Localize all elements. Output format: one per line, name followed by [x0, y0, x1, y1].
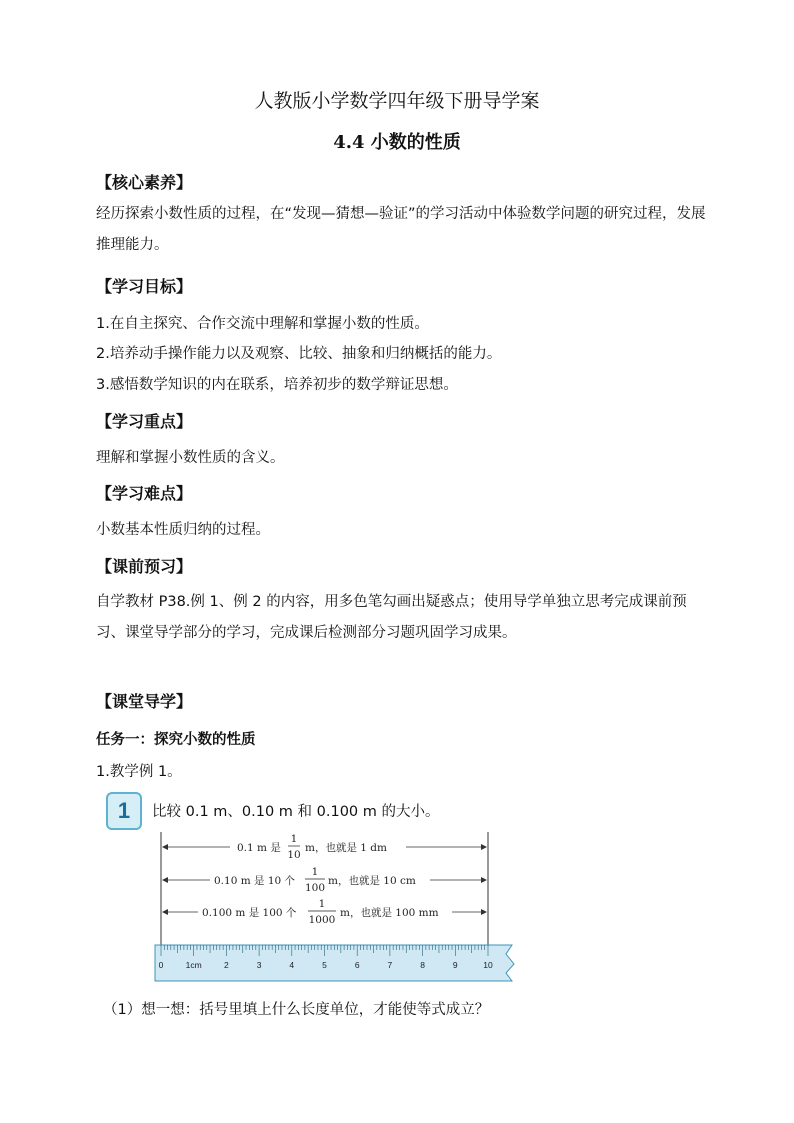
ruler-label: 7	[387, 960, 393, 970]
row1-den: 10	[287, 849, 301, 861]
core-text: 经历探索小数性质的过程，在“发现—猜想—验证”的学习活动中体验数学问题的研究过程，发展推理能力。	[96, 206, 706, 253]
arrow-row-2	[162, 866, 487, 894]
heading-core: 【核心素养】	[96, 173, 193, 192]
ruler-label: 0	[158, 960, 164, 970]
ruler-label: 6	[354, 960, 360, 970]
row3-num: 1	[318, 898, 326, 910]
example-figure	[100, 788, 530, 988]
difficulty-text: 小数基本性质归纳的过程。	[96, 522, 270, 538]
heading-guide: 【课堂导学】	[96, 692, 193, 711]
ruler-label: 2	[224, 960, 229, 970]
ruler-label: 9	[452, 960, 458, 970]
row3-den: 1000	[308, 914, 336, 926]
heading-difficulty: 【学习难点】	[96, 484, 193, 503]
arrow-row-3	[162, 898, 487, 926]
ruler-label: 1cm	[185, 960, 202, 970]
document-title: 人教版小学数学四年级下册导学案	[254, 90, 540, 112]
row1-post: m，也就是 1 dm	[305, 842, 387, 854]
ruler-label: 10	[483, 960, 493, 970]
ruler-diagram	[100, 788, 530, 988]
goal-item-2: 2.培养动手操作能力以及观察、比较、抽象和归纳概括的能力。	[96, 346, 502, 362]
task-title: 任务一：探究小数的性质	[96, 732, 256, 748]
example-question: 比较 0.1 m、0.10 m 和 0.100 m 的大小。	[152, 804, 440, 820]
example-number-badge: 1	[106, 792, 142, 830]
goal-item-3: 3.感悟数学知识的内在联系，培养初步的数学辩证思想。	[96, 377, 458, 393]
ruler-label: 3	[256, 960, 262, 970]
row3-pre: 0.100 m 是 100 个	[202, 907, 297, 919]
heading-preview: 【课前预习】	[96, 557, 193, 576]
row3-post: m，也就是 100 mm	[340, 907, 439, 919]
ruler-label: 4	[289, 960, 295, 970]
key-text: 理解和掌握小数性质的含义。	[96, 450, 285, 466]
row2-post: m，也就是 10 cm	[328, 875, 416, 887]
row2-num: 1	[311, 866, 319, 878]
arrow-row-1	[162, 833, 487, 861]
ruler-label: 8	[420, 960, 425, 970]
ruler-label: 5	[322, 960, 327, 970]
question-1: （1）想一想：括号里填上什么长度单位，才能使等式成立？	[103, 1002, 490, 1018]
heading-goals: 【学习目标】	[96, 277, 193, 296]
row2-pre: 0.10 m 是 10 个	[214, 875, 296, 887]
ruler-body	[155, 945, 514, 981]
lesson-title: 4.4 小数的性质	[333, 132, 461, 153]
example-item: 1.教学例 1。	[96, 764, 182, 780]
row1-num: 1	[290, 833, 298, 845]
goal-item-1: 1.在自主探究、合作交流中理解和掌握小数的性质。	[96, 316, 429, 332]
row1-pre: 0.1 m 是	[237, 842, 281, 854]
row2-den: 100	[304, 882, 326, 894]
preview-text: 自学教材 P38.例 1、例 2 的内容，用多色笔勾画出疑惑点；使用导学单独立思考完成课前预习、课堂导学部分的学习，完成课后检测部分习题巩固学习成果。	[96, 594, 687, 641]
heading-key: 【学习重点】	[96, 412, 193, 431]
